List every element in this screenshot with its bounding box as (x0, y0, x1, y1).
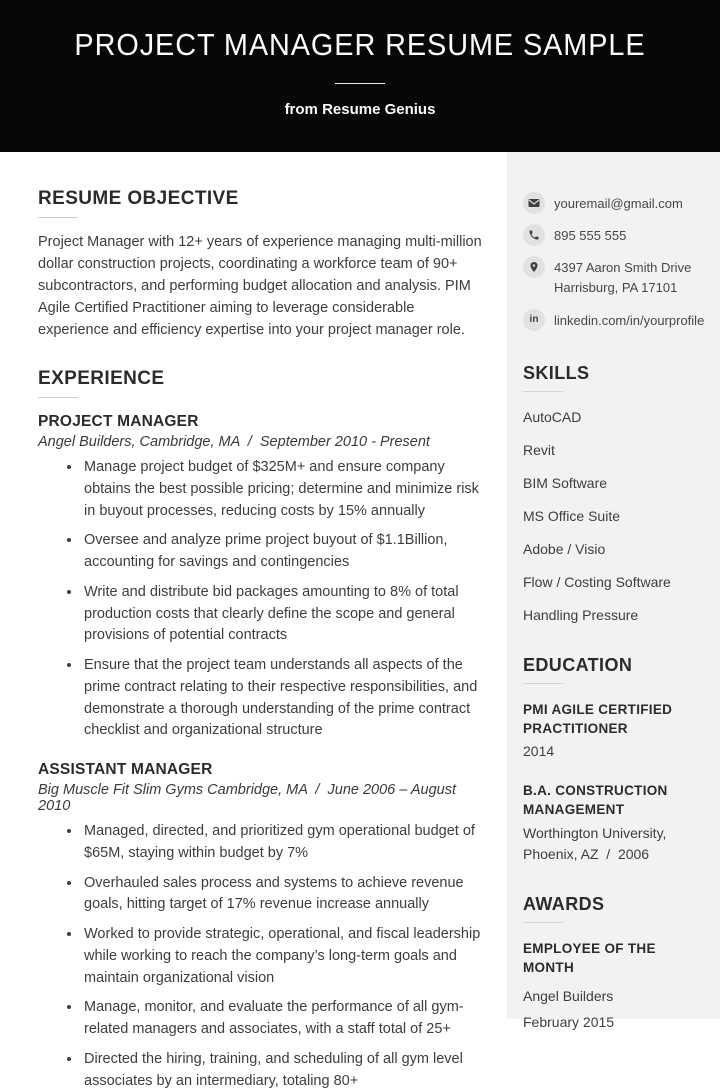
job-bullet: • Write and distribute bid packages amounting to 8% of total production costs that clearly define the scope and general provisions of potential contracts (82, 582, 485, 647)
main-column (0, 152, 507, 1089)
header-banner (0, 0, 720, 152)
award-detail: Angel Builders (523, 988, 614, 1005)
award-detail: February 2015 (523, 1014, 615, 1031)
contact-address-line1: 4397 Aaron Smith Drive (554, 260, 692, 276)
skill-item: MS Office Suite (523, 507, 621, 524)
skill-item: Handling Pressure (523, 606, 639, 623)
contact-section (523, 192, 704, 331)
contact-row-linkedin (523, 309, 704, 331)
skill-item: Flow / Costing Software (523, 573, 671, 590)
education-detail: Worthington University, (523, 825, 667, 842)
awards-section (523, 894, 704, 1030)
heading-underline (38, 397, 78, 398)
job-bullet: • Oversee and analyze prime project buyout of $1.1Billion, accounting for savings and contingencies (82, 530, 485, 574)
header-subtitle: from Resume Genius (284, 101, 436, 118)
education-detail: Phoenix, AZ / 2006 (523, 846, 650, 863)
job-bullet-list (38, 821, 485, 1092)
education-title: B.A. CONSTRUCTION MANAGEMENT (523, 783, 668, 818)
contact-linkedin[interactable]: linkedin.com/in/yourprofile (554, 312, 705, 328)
job-bullet: • Worked to provide strategic, operational, and fiscal leadership while working to reach the company’s long-term goals and maintain organizational vision (82, 924, 485, 989)
awards-heading: AWARDS (523, 894, 605, 915)
education-heading: EDUCATION (523, 654, 633, 675)
resume-objective-heading: RESUME OBJECTIVE (38, 188, 239, 209)
contact-row-phone (523, 224, 704, 246)
education-entry (523, 701, 704, 760)
location-pin-icon (523, 256, 545, 278)
award-entry (523, 940, 704, 1030)
job-title: ASSISTANT MANAGER (38, 761, 213, 779)
job-bullet: • Ensure that the project team understands all aspects of the prime contract relating to their respective responsibilities, and demonstrate a thorough understanding of the prime contract checklist and organizational structure (82, 655, 485, 742)
job-title: PROJECT MANAGER (38, 413, 199, 431)
objective-paragraph: Project Manager with 12+ years of experience managing multi-million dollar construction projects, coordinating a workforce team of 90+ subcontractors, and performing budget allocation and analysis. PIM Agile Certified Practitioner aiming to leverage considerable experience and efficiency expertise into your project manager role. (38, 234, 482, 339)
contact-email[interactable]: youremail@gmail.com (554, 196, 683, 211)
content-columns (0, 152, 720, 1089)
job-bullet: • Manage project budget of $325M+ and ensure company obtains the best possible pricing; determine and minimize risk in buyout processes, reducing costs by 15% annually (82, 457, 485, 522)
job-bullet: • Overhauled sales process and systems to achieve revenue goals, hitting target of 17% revenue increase annually (82, 873, 485, 917)
job-bullet: • Manage, monitor, and evaluate the performance of all gym-related managers and associates, with a staff total of 25+ (82, 997, 485, 1041)
skill-item: BIM Software (523, 474, 608, 491)
experience-heading: EXPERIENCE (38, 368, 165, 390)
job-meta: Angel Builders, Cambridge, MA / September 2010 - Present (38, 434, 430, 451)
contact-row-email (523, 192, 704, 214)
education-detail: 2014 (523, 743, 555, 760)
job-meta: Big Muscle Fit Slim Gyms Cambridge, MA / June 2006 – August 2010 (38, 782, 461, 815)
job-entry (38, 761, 485, 1092)
skills-section (523, 363, 704, 623)
sidebar (507, 152, 720, 1031)
heading-underline (523, 922, 563, 923)
contact-address (554, 256, 691, 298)
job-entry (38, 413, 485, 742)
experience-section (38, 368, 485, 1092)
skill-item: Adobe / Visio (523, 540, 606, 557)
job-bullet-list (38, 457, 485, 742)
heading-underline (523, 391, 563, 392)
heading-underline (38, 217, 78, 218)
skill-item: AutoCAD (523, 408, 582, 425)
linkedin-glyph: in (529, 313, 539, 325)
skill-item: Revit (523, 441, 555, 458)
education-section (523, 655, 704, 863)
skills-list (523, 409, 704, 623)
resume-objective-section (38, 188, 485, 341)
education-entry (523, 782, 704, 862)
award-title: EMPLOYEE OF THE MONTH (523, 941, 656, 976)
phone-icon (523, 224, 545, 246)
email-icon (523, 192, 545, 214)
job-bullet: • Managed, directed, and prioritized gym operational budget of $65M, staying within budget by 7% (82, 821, 485, 865)
contact-phone[interactable]: 895 555 555 (554, 228, 627, 244)
contact-address-line2: Harrisburg, PA 17101 (554, 280, 678, 296)
heading-underline (523, 683, 563, 684)
skills-heading: SKILLS (523, 362, 590, 383)
education-title: PMI AGILE CERTIFIED PRACTITIONER (523, 701, 673, 736)
contact-row-address (523, 256, 704, 298)
header-divider (335, 83, 385, 84)
job-bullet: • Directed the hiring, training, and scheduling of all gym level associates by an intermediary, totaling 80+ (82, 1049, 485, 1092)
linkedin-icon (523, 309, 545, 331)
page-title: PROJECT MANAGER RESUME SAMPLE (74, 27, 646, 62)
